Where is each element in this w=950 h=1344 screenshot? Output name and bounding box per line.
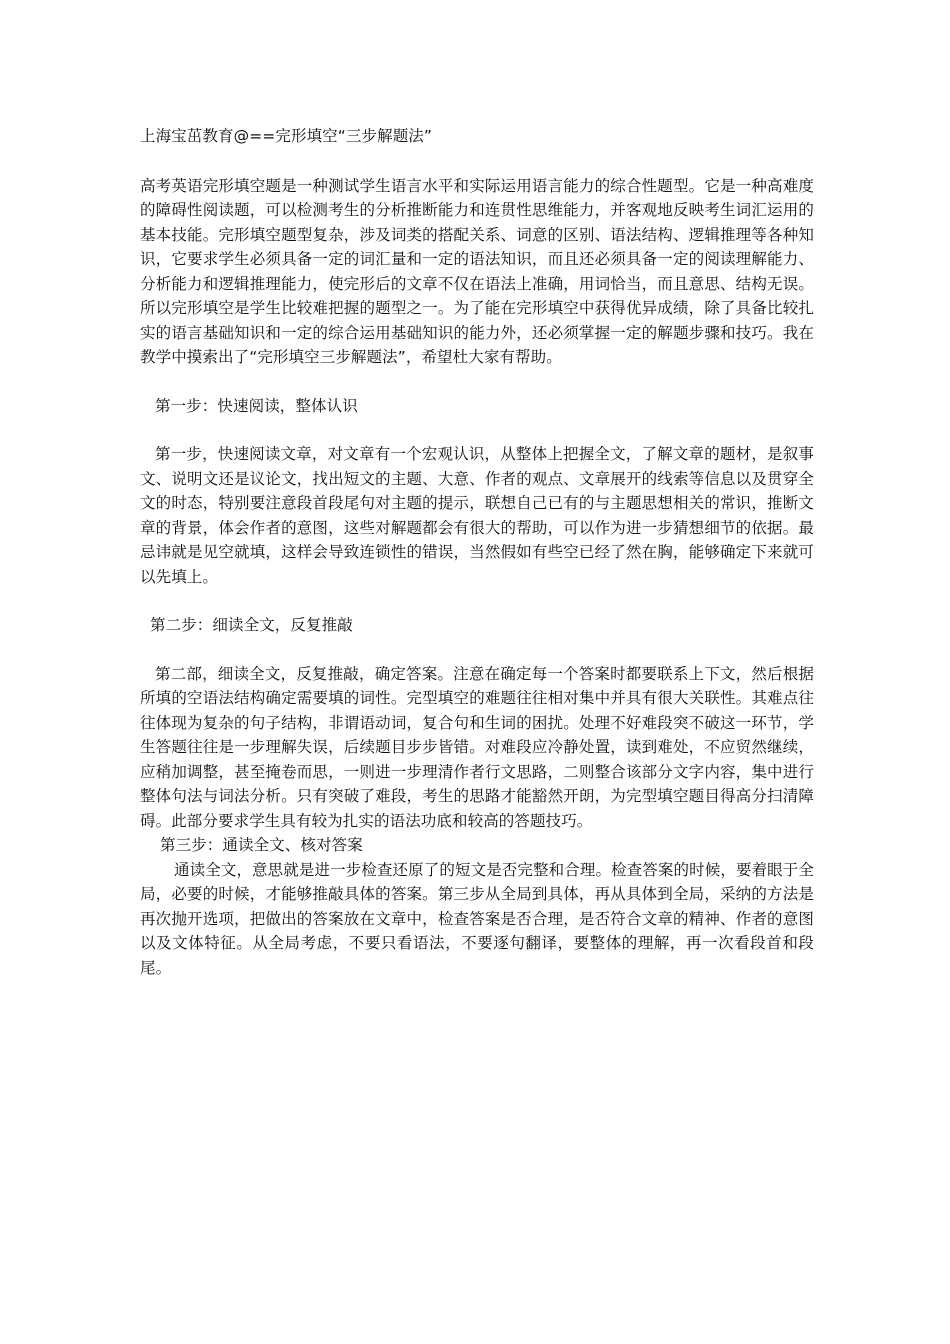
intro-paragraph: 高考英语完形填空题是一种测试学生语言水平和实际运用语言能力的综合性题型。它是一种高难度的障碍性阅读题，可以检测考生的分析推断能力和连贯性思维能力，并客观地反映考生词汇运用的基本技能。完形填空题型复杂，涉及词类的搭配关系、词意的区别、语法结构、逻辑推理等各种知识，它要求学生必须具备一定的词汇量和一定的语法知识，而且还必须具备一定的阅读理解能力、分析能力和逻辑推理能力，使完形后的文章不仅在语法上准确，用词恰当，而且意思、结构无误。所以完形填空是学生比较难把握的题型之一。为了能在完形填空中获得优异成绩，除了具备比较扎实的语言基础知识和一定的综合运用基础知识的能力外，还必须掌握一定的解题步骤和技巧。我在教学中摸索出了“完形填空三步解题法”，希望杜大家有帮助。 [140,176,814,366]
step3-paragraph: 通读全文，意思就是进一步检查还原了的短文是否完整和合理。检查答案的时候，要着眼于全局，必要的时候，才能够推敲具体的答案。第三步从全局到具体，再从具体到全局，采纳的方法是再次抛开选项，把做出的答案放在文章中，检查答案是否合理，是否符合文章的精神、作者的意图以及文体特征。从全局考虑，不要只看语法，不要逐句翻译，要整体的理解，再一次看段首和段尾。 [140,860,814,977]
step1-heading: 第一步：快速阅读，整体认识 [155,396,358,415]
step2-paragraph: 第二部，细读全文，反复推敲，确定答案。注意在确定每一个答案时都要联系上下文，然后根据所填的空语法结构确定需要填的词性。完型填空的难题往往相对集中并具有很大关联性。其难点往往体现为复杂的句子结构，非谓语动词，复合句和生词的困扰。处理不好难段突不破这一环节，学生答题往往是一步理解失误，后续题目步步皆错。对难段应冷静处置，读到难处，不应贸然继续，应稍加调整，甚至掩卷而思，一则进一步理清作者行文思路，二则整合该部分文字内容，集中进行整体句法与词法分析。只有突破了难段，考生的思路才能豁然开朗，为完型填空题目得高分扫清障碍。此部分要求学生具有较为扎实的语法功底和较高的答题技巧。 [140,664,814,830]
document-title: 上海宝茁教育@==完形填空“三步解题法” [140,127,433,145]
step2-heading: 第二步：细读全文，反复推敲 [150,616,353,634]
step1-paragraph: 第一步，快速阅读文章，对文章有一个宏观认识，从整体上把握全文，了解文章的题材，是叙事文、说明文还是议论文，找出短文的主题、大意、作者的观点、文章展开的线索等信息以及贯穿全文的时态，特别要注意段首段尾句对主题的提示，联想自己已有的与主题思想相关的常识，推断文章的背景，体会作者的意图，这些对解题都会有很大的帮助，可以作为进一步猜想细节的依据。最忌讳就是见空就填，这样会导致连锁性的错误，当然假如有些空已经了然在胸，能够确定下来就可以先填上。 [140,445,814,586]
step3-heading: 第三步：通读全文、核对答案 [160,836,363,854]
document-page [140,124,814,980]
